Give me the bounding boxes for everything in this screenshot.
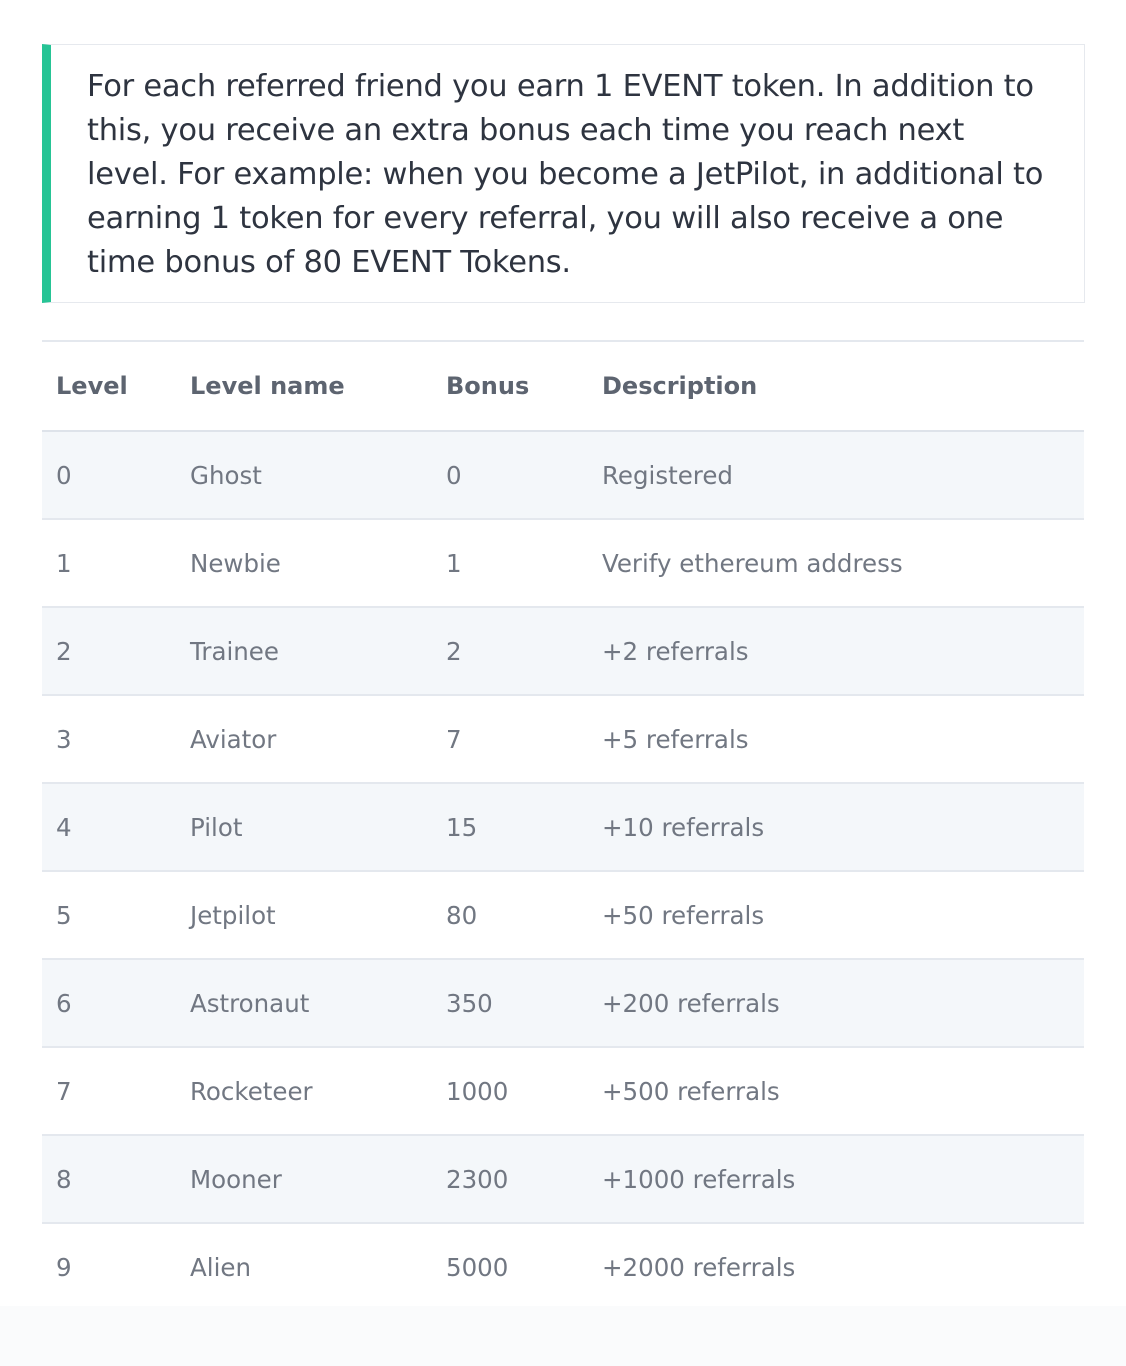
cell-level-name: Pilot [176, 783, 432, 871]
cell-bonus: 350 [432, 959, 588, 1047]
table-row [42, 607, 1084, 695]
cell-description: +5 referrals [588, 695, 1084, 783]
referral-bonus-callout [42, 44, 1085, 303]
cell-description: +10 referrals [588, 783, 1084, 871]
table-row [42, 519, 1084, 607]
table-header [42, 341, 1084, 431]
cell-bonus: 7 [432, 695, 588, 783]
cell-bonus: 2300 [432, 1135, 588, 1223]
page-footer-band [0, 1306, 1126, 1366]
cell-level: 8 [42, 1135, 176, 1223]
cell-bonus: 1 [432, 519, 588, 607]
header-description: Description [588, 341, 1084, 431]
cell-bonus: 0 [432, 431, 588, 519]
cell-bonus: 1000 [432, 1047, 588, 1135]
cell-level-name: Astronaut [176, 959, 432, 1047]
cell-level: 5 [42, 871, 176, 959]
cell-level: 0 [42, 431, 176, 519]
cell-level: 7 [42, 1047, 176, 1135]
header-level: Level [42, 341, 176, 431]
cell-level-name: Trainee [176, 607, 432, 695]
table-row [42, 871, 1084, 959]
table-row [42, 1047, 1084, 1135]
table-row [42, 783, 1084, 871]
cell-level-name: Rocketeer [176, 1047, 432, 1135]
cell-description: +200 referrals [588, 959, 1084, 1047]
cell-level: 4 [42, 783, 176, 871]
cell-description: +500 referrals [588, 1047, 1084, 1135]
header-bonus: Bonus [432, 341, 588, 431]
table-row [42, 959, 1084, 1047]
cell-level-name: Aviator [176, 695, 432, 783]
cell-level-name: Newbie [176, 519, 432, 607]
cell-level: 6 [42, 959, 176, 1047]
cell-level: 2 [42, 607, 176, 695]
cell-bonus: 2 [432, 607, 588, 695]
cell-bonus: 5000 [446, 1252, 509, 1282]
cell-level: 1 [42, 519, 176, 607]
cell-level-name: Jetpilot [176, 871, 432, 959]
table-row [42, 695, 1084, 783]
levels-table [42, 340, 1084, 1310]
cell-description: +2 referrals [588, 607, 1084, 695]
table-row [42, 431, 1084, 519]
cell-level-name: Alien [190, 1252, 251, 1282]
header-row [42, 341, 1084, 431]
cell-description: Registered [588, 431, 1084, 519]
table-body [42, 431, 1084, 1310]
cell-level: 3 [42, 695, 176, 783]
callout-text: For each referred friend you earn 1 EVENT token. In addition to this, you receive an extra bonus each time you reach next level. For example: when you become a JetPilot, in additional to earning 1 token for every referral, you will also receive a one time bonus of 80 EVENT Tokens. [87, 69, 1044, 280]
table-row [42, 1135, 1084, 1223]
cell-description: +50 referrals [588, 871, 1084, 959]
cell-level-name: Ghost [176, 431, 432, 519]
cell-level: 9 [56, 1252, 72, 1282]
cell-level-name: Mooner [176, 1135, 432, 1223]
table-row [42, 1223, 1084, 1310]
cell-description: +2000 referrals [602, 1252, 796, 1282]
header-level-name: Level name [176, 341, 432, 431]
cell-bonus: 80 [432, 871, 588, 959]
cell-bonus: 15 [432, 783, 588, 871]
cell-description: +1000 referrals [588, 1135, 1084, 1223]
cell-description: Verify ethereum address [588, 519, 1084, 607]
